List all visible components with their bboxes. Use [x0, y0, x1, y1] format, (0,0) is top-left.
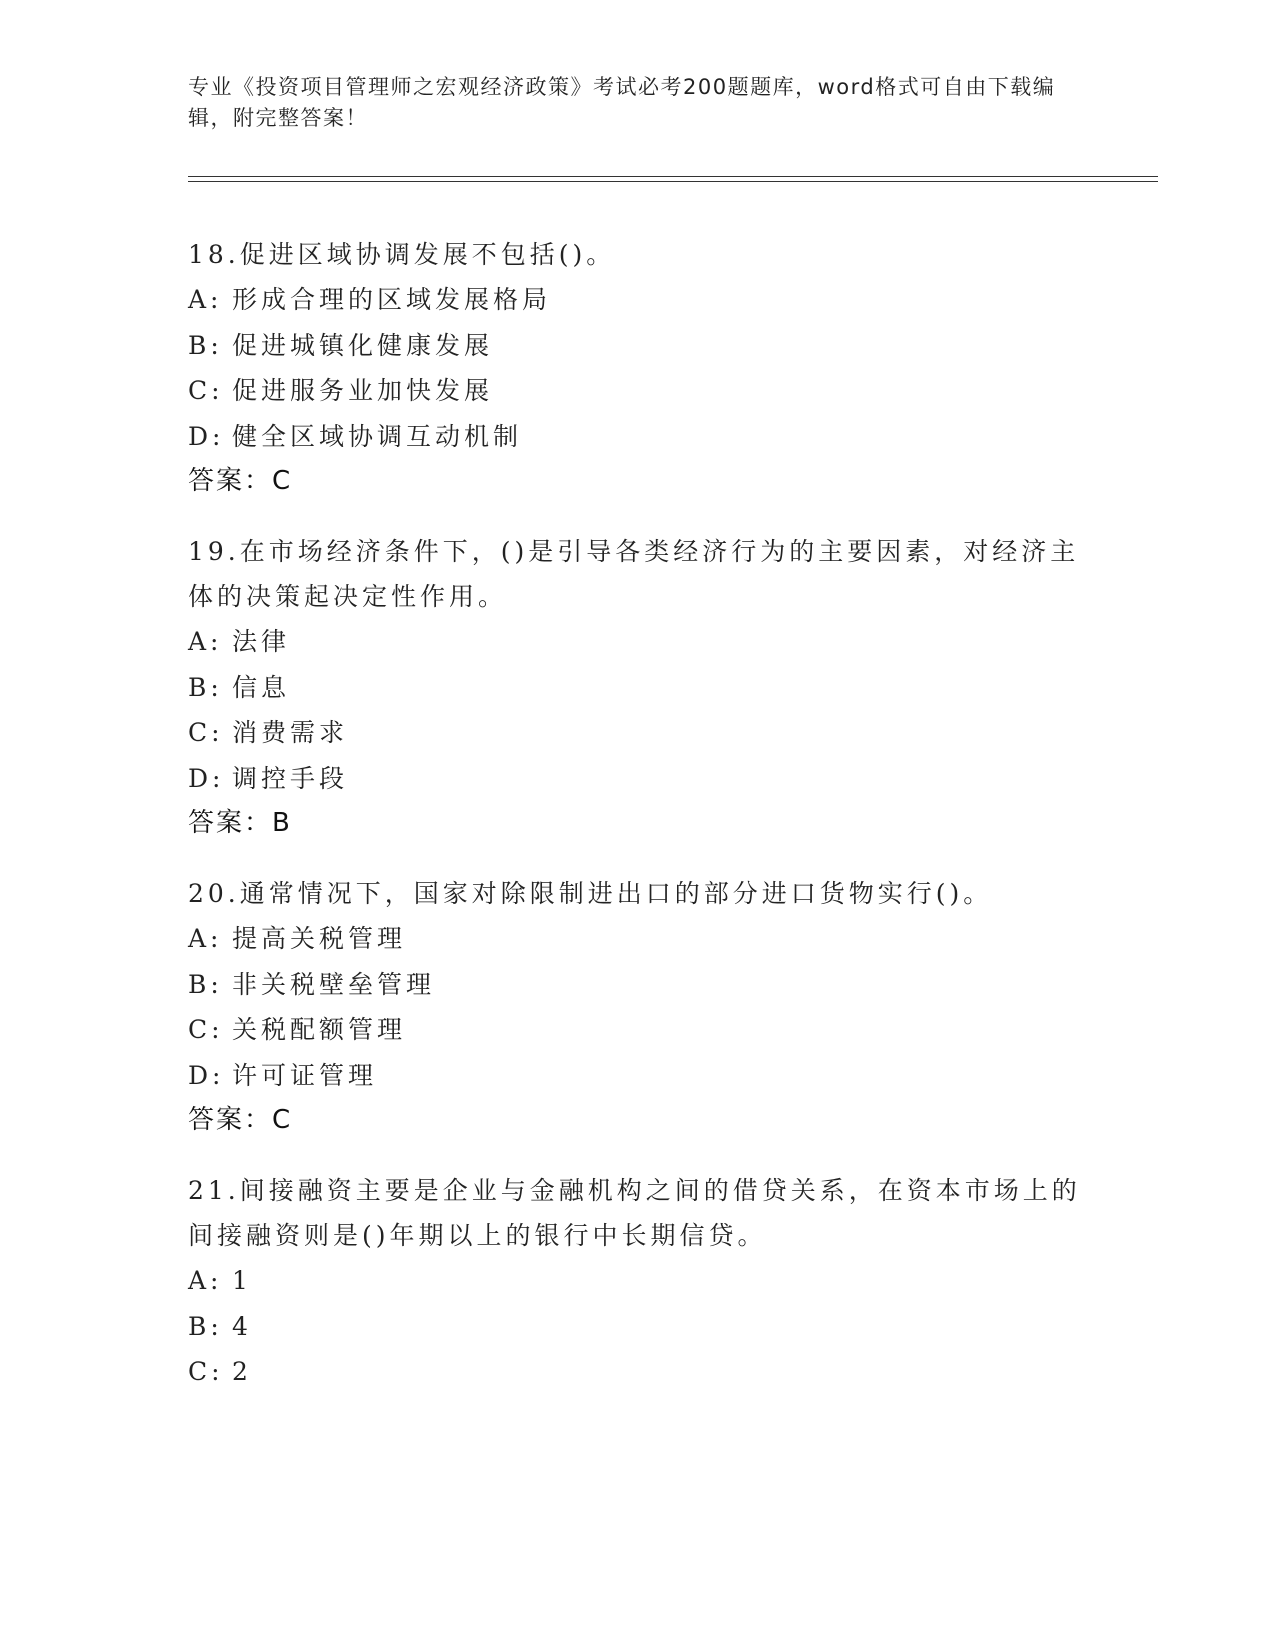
question-stem: 18.促进区域协调发展不包括()。 — [188, 240, 616, 269]
question-list — [188, 232, 1088, 1420]
option-text: 健全区域协调互动机制 — [232, 421, 523, 451]
option-letter: B: — [188, 672, 223, 702]
option-b — [188, 323, 1088, 369]
option-a — [188, 277, 1088, 323]
option-letter: C: — [188, 376, 224, 405]
header-title: 专业《投资项目管理师之宏观经济政策》考试必考200题题库，word格式可自由下载编辑，附完整答案！ — [188, 75, 1056, 130]
option-letter: A: — [188, 285, 223, 314]
option-a — [188, 619, 1088, 665]
option-c — [188, 1007, 1088, 1053]
option-text: 许可证管理 — [232, 1060, 378, 1090]
option-text: 促进服务业加快发展 — [232, 376, 494, 405]
option-text: 促进城镇化健康发展 — [232, 330, 494, 360]
option-text: 法律 — [232, 627, 291, 656]
option-text: 非关税壁垒管理 — [232, 969, 436, 999]
option-letter: B: — [188, 969, 223, 999]
option-c — [188, 1349, 1088, 1395]
question-stem: 20.通常情况下，国家对除限制进出口的部分进口货物实行()。 — [188, 879, 993, 908]
option-d — [188, 414, 1088, 460]
document-header — [188, 72, 1088, 134]
option-b — [188, 962, 1088, 1008]
option-b — [188, 1304, 1088, 1350]
answer-line: 答案：B — [188, 808, 292, 838]
option-text: 消费需求 — [232, 718, 349, 747]
option-c — [188, 710, 1088, 756]
option-letter: A: — [188, 1266, 223, 1295]
option-letter: B: — [188, 330, 223, 360]
option-letter: C: — [188, 1357, 224, 1386]
question-18 — [188, 232, 1088, 504]
question-stem: 19.在市场经济条件下，()是引导各类经济行为的主要因素，对经济主体的决策起决定性作用。 — [188, 537, 1080, 611]
option-d — [188, 1053, 1088, 1099]
option-text: 2 — [232, 1357, 252, 1386]
option-text: 1 — [232, 1266, 252, 1295]
option-b — [188, 665, 1088, 711]
answer-line: 答案：C — [188, 1105, 293, 1135]
option-letter: A: — [188, 924, 223, 953]
option-text: 信息 — [232, 672, 291, 702]
header-divider-bottom — [188, 181, 1158, 182]
option-text: 关税配额管理 — [232, 1015, 407, 1044]
answer-line: 答案：C — [188, 466, 293, 496]
option-text: 调控手段 — [232, 763, 349, 793]
option-d — [188, 756, 1088, 802]
header-divider-top — [188, 176, 1158, 177]
option-letter: A: — [188, 627, 223, 656]
option-text: 形成合理的区域发展格局 — [232, 285, 552, 314]
question-stem: 21.间接融资主要是企业与金融机构之间的借贷关系，在资本市场上的间接融资则是()年期以上的银行中长期信贷。 — [188, 1176, 1081, 1250]
question-21 — [188, 1168, 1088, 1395]
question-20 — [188, 871, 1088, 1143]
option-letter: D: — [188, 1060, 225, 1090]
option-c — [188, 368, 1088, 414]
option-text: 提高关税管理 — [232, 924, 407, 953]
question-19 — [188, 529, 1088, 846]
option-letter: D: — [188, 763, 225, 793]
option-letter: D: — [188, 421, 225, 451]
option-letter: C: — [188, 718, 224, 747]
option-text: 4 — [232, 1311, 252, 1341]
option-letter: C: — [188, 1015, 224, 1044]
option-letter: B: — [188, 1311, 223, 1341]
option-a — [188, 916, 1088, 962]
option-a — [188, 1258, 1088, 1304]
